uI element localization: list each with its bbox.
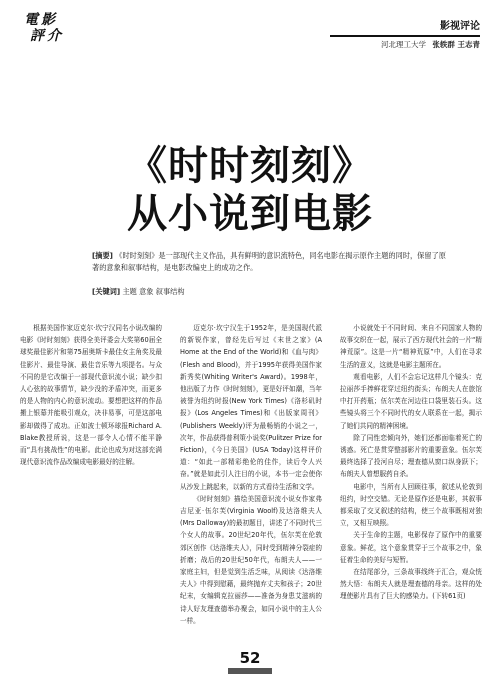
authors: 张轶群 王志青	[432, 40, 480, 49]
paragraph: 在结尾部分，三条故事线终于汇合，观众恍然大悟：布朗夫人就是理查德的母亲。这样的处理使影片具有了巨大的感染力。(下转61页)	[340, 568, 482, 601]
section-name: 影视评论	[440, 21, 480, 32]
byline	[330, 39, 480, 50]
abstract	[92, 250, 452, 274]
abstract-text: 《时时刻刻》是一部现代主义作品，具有鲜明的意识流特色，同名电影在揭示原作主题的同时，保留了原著的意象和叙事结构，是电影改编史上的成功之作。	[92, 251, 446, 272]
article-title-line-2: 从小说到电影	[127, 191, 373, 237]
paragraph: 根据美国作家迈克尔·坎宁汉同名小说改编的电影《时时刻刻》获得全美评委会大奖第60届全球奖最佳影片和第75届奥斯卡最佳女主角奖及最佳影片、最佳导演、最佳音乐等九项提名。与众不同的是它改编于一部现代意识流小说；缺少扣人心弦的故事情节，缺少没的矛盾冲突，而更多的是人物的内心的意识流动。要想把这样的作品搬上银幕并能吸引观众，决非易事，可是这部电影却做得了成功。正如波士顿环球报Richard A. Blake教授所说，这是一部令人心情不能平静而“具有挑战性”的电影。此论也成为对这部充满现代意识流作品改编成电影最好的注解。	[20, 324, 162, 467]
article-title-line-1: 《时时刻刻》	[127, 143, 373, 189]
paragraph: 电影中，当所有人回顾往事，叙述从伦敦到纽约，时空交错。无论是原作还是电影，其叙事都采取了交叉叙述的结构，使三个故事既相对独立，又相互映照。	[340, 482, 482, 528]
body-column-3	[340, 322, 482, 638]
paragraph: 关于生命的主题，电影保存了原作中的重要意象。鲜花，这个意象贯穿于三个故事之中，象征着生命的美好与短暂。	[340, 531, 482, 564]
logo-line-2: 評介	[30, 28, 64, 44]
keywords-label: [关键词]	[92, 287, 121, 296]
paragraph: 小说就处于不同时间、来自不同国家人物的故事交织在一起，展示了西方现代社会的一片“精神荒原”。这是一片“精神荒原”中，人们在寻求生活的意义，这就是电影主题所在。	[340, 324, 482, 369]
header-rule	[330, 35, 480, 37]
affiliation: 河北理工大学	[380, 40, 426, 49]
keywords-text: 主题 意象 叙事结构	[122, 287, 185, 296]
magazine-logo	[24, 12, 84, 48]
abstract-label: [摘要]	[92, 251, 113, 260]
page-number-block	[228, 650, 272, 674]
paragraph: 除了同性恋倾向外，她们还都面临着死亡的诱惑。死亡是贯穿整部影片的重要意象。伍尔芙最终选择了投河自尽；理查德从窗口纵身跃下；布朗夫人曾想服药自杀。	[340, 433, 482, 479]
body-column-1	[20, 322, 162, 638]
section-header	[330, 14, 480, 50]
page-number: 52	[239, 649, 261, 667]
body-column-2	[180, 322, 322, 638]
paragraph: 观看电影，人们不会忘记这样几个镜头：克拉丽莎手捧鲜花穿过纽约街头；布朗夫人在旅馆中打开药瓶；伍尔芙在河边往口袋里装石头。这些镜头将三个不同时代的女人联系在一起，揭示了她们共同的精神困境。	[340, 372, 482, 430]
paragraph: 迈克尔·坎宁汉生于1952年，是美国现代派的新锐作家，曾经先后写过《末世之家》(A Home at the End of the World)和《血与肉》(Flesh and Blood)，并于1995年获得美国作家新秀奖(Whiting Writer's Award)。1998年，他出版了力作《时时刻刻》，更是好评如潮，当年被誉为纽约时报(New York Times)《洛杉矶时报》(Los Angeles Times)和《出版家周刊》(Publishers Weekly)评为最畅销的小说之一，次年，作品获得普利策小说奖(Pulitzer Prize for Fiction)，《今日美国》(USA Today)这样评价道：“如此一部精彩绝伦的佳作，读后令人兴奋。”就是如此引人注目的小说，本书一定会使你从沙发上跳起来，以新的方式看待生活和文学。	[180, 324, 322, 491]
keywords	[92, 287, 452, 297]
article-body	[20, 322, 482, 640]
page-number-bar	[228, 668, 272, 674]
paragraph: 《时时刻刻》描绘美国意识流小说女作家弗吉尼亚·伍尔芙(Virginia Woolf)及达洛维夫人(Mrs Dalloway)的最初题目，讲述了不同时代三个女人的故事。20世纪20年代，伍尔芙在伦敦郊区创作《达洛维夫人》，同时受到精神分裂症的折磨；战后的20世纪50年代，布朗夫人——一家庭主妇，但是觉到生活乏味，从阅读《达洛维夫人》中得到慰藉，最终抛弃丈夫和孩子；20世纪末，女编辑克拉丽莎——准备为身患艾滋病的诗人好友理查德举办聚会，如同小说中的主人公一样。	[180, 494, 322, 625]
logo-line-1: 電影	[24, 12, 58, 28]
